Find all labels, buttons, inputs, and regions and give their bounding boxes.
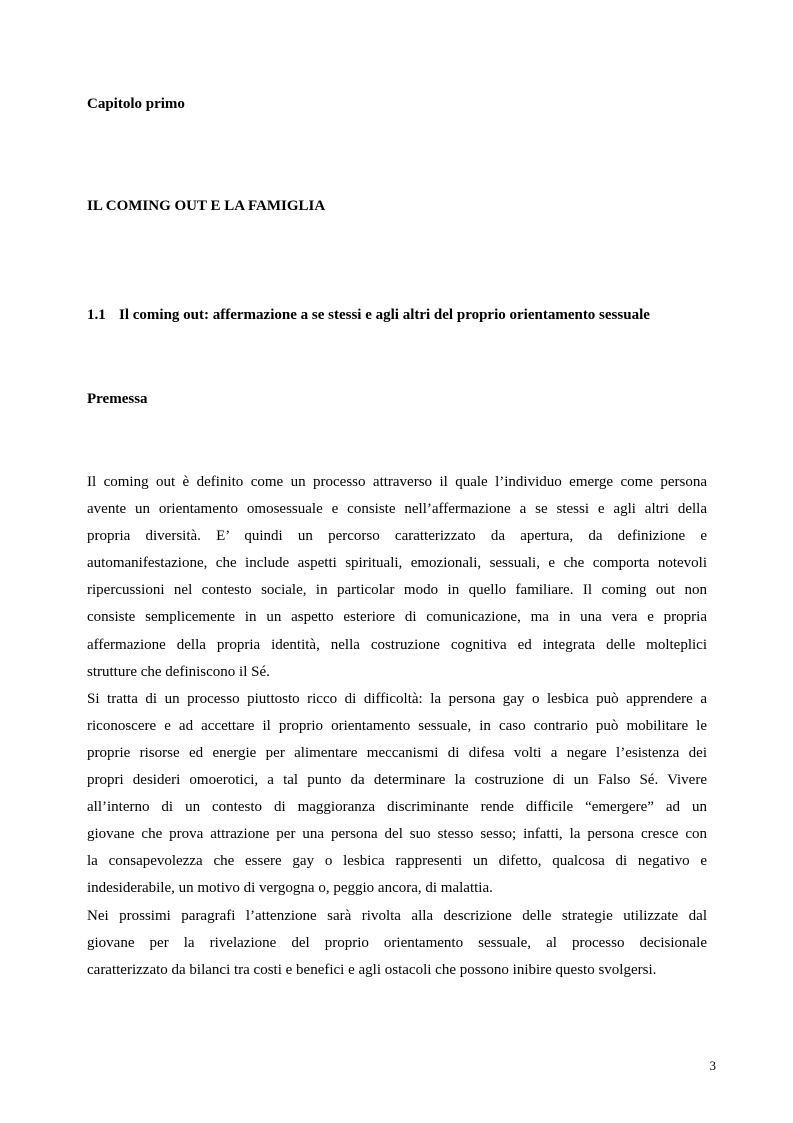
text-line: strutture che definiscono il Sé. bbox=[87, 663, 270, 680]
text-line: consiste semplicemente in un aspetto esteriore di comunicazione, ma in una vera e propria bbox=[87, 609, 707, 626]
text-line: ripercussioni nel contesto sociale, in particolar modo in quello familiare. Il coming out non bbox=[87, 582, 707, 599]
text-line: Il coming out è definito come un processo attraverso il quale l’individuo emerge come persona bbox=[87, 474, 707, 490]
subsection-title: Premessa bbox=[87, 391, 148, 407]
section-title: Il coming out: affermazione a se stessi e agli altri del proprio orientamento sessuale bbox=[119, 307, 650, 323]
text-line: Nei prossimi paragrafi l’attenzione sarà rivolta alla descrizione delle strategie utilizzate dal bbox=[87, 907, 707, 924]
text-line: la consapevolezza che essere gay o lesbica rappresenti un difetto, qualcosa di negativo e bbox=[87, 853, 707, 870]
section-number: 1.1 bbox=[87, 307, 106, 323]
text-line: avente un orientamento omosessuale e consiste nell’affermazione a se stessi e agli altri della bbox=[87, 501, 707, 518]
text-line: affermazione della propria identità, nella costruzione cognitiva ed integrata delle molteplici bbox=[87, 636, 707, 653]
chapter-label: Capitolo primo bbox=[87, 96, 185, 112]
text-line: propria diversità. E’ quindi un percorso caratterizzato da apertura, da definizione e bbox=[87, 528, 707, 545]
chapter-title: IL COMING OUT E LA FAMIGLIA bbox=[87, 198, 326, 214]
text-line: all’interno di un contesto di maggioranza discriminante rende difficile “emergere” ad un bbox=[87, 799, 707, 816]
body-paragraphs bbox=[87, 469, 707, 984]
text-line: Si tratta di un processo piuttosto ricco di difficoltà: la persona gay o lesbica può apprendere a bbox=[87, 690, 707, 707]
text-line: caratterizzato da bilanci tra costi e benefici e agli ostacoli che possono inibire questo svolgersi. bbox=[87, 961, 657, 978]
text-line: giovane che prova attrazione per una persona del suo stesso sesso; infatti, la persona cresce con bbox=[87, 826, 707, 843]
text-line: giovane per la rivelazione del proprio orientamento sessuale, al processo decisionale bbox=[87, 934, 707, 951]
text-line: indesiderabile, un motivo di vergogna o, peggio ancora, di malattia. bbox=[87, 880, 493, 897]
page-number: 3 bbox=[709, 1058, 716, 1073]
text-line: automanifestazione, che include aspetti spirituali, emozionali, sessuali, e che comporta notevoli bbox=[87, 555, 707, 572]
section-heading bbox=[87, 307, 650, 324]
text-line: proprie risorse ed energie per alimentare meccanismi di difesa volti a negare l’esistenza dei bbox=[87, 744, 707, 761]
text-line: riconoscere e ad accettare il proprio orientamento sessuale, in caso contrario può mobilitare le bbox=[87, 717, 707, 734]
text-line: propri desideri omoerotici, a tal punto da determinare la costruzione di un Falso Sé. Vivere bbox=[87, 772, 707, 789]
